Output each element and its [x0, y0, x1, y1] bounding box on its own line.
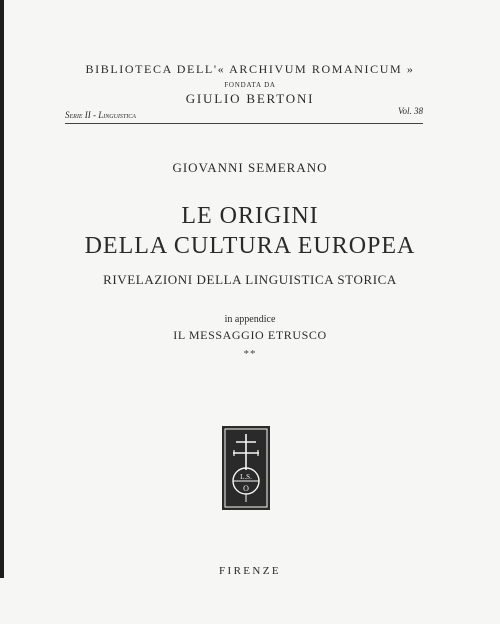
series-number: Serie II - Linguistica [65, 110, 136, 120]
book-title-line-2: DELLA CULTURA EUROPEA [84, 233, 416, 259]
volume-number: Vol. 38 [397, 106, 423, 116]
imprint-city: FIRENZE [218, 565, 282, 577]
svg-text:L.S.: L.S. [240, 473, 252, 481]
series-title: BIBLIOTECA DELL'« ARCHIVUM ROMANICUM » [85, 62, 415, 76]
volume-mark: ** [243, 348, 257, 360]
book-subtitle: RIVELAZIONI DELLA LINGUISTICA STORICA [103, 272, 397, 287]
appendix-title: IL MESSAGGIO ETRUSCO [173, 328, 327, 342]
publisher-emblem-icon [222, 426, 270, 510]
svg-text:O: O [243, 484, 249, 493]
founder-name: GIULIO BERTONI [185, 91, 315, 106]
founded-label: FONDATA DA [224, 81, 276, 89]
book-title-line-1: LE ORIGINI [181, 203, 319, 229]
header-rule [65, 123, 423, 124]
author-name: GIOVANNI SEMERANO [172, 160, 328, 175]
appendix-label: in appendice [224, 314, 276, 325]
